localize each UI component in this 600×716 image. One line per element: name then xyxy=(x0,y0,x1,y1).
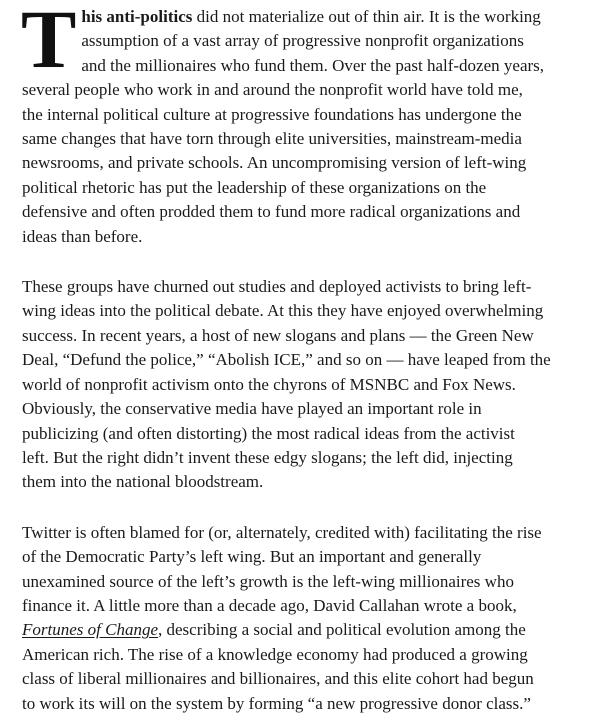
paragraph-1-line-6: same changes that have torn through elite universities, mainstream-media xyxy=(22,129,522,149)
paragraph-1-line-2: assumption of a vast array of progressive nonprofit organizations xyxy=(81,31,524,51)
lead-in-bold: his anti-politics xyxy=(81,7,193,26)
paragraph-1-line-7: newsrooms, and private schools. An uncompromising version of left-wing xyxy=(22,153,527,173)
paragraph-3-line-3: unexamined source of the left’s growth is the left-wing millionaires who xyxy=(22,571,514,591)
paragraph-3-line-6: American rich. The rise of a knowledge economy had produced a growing xyxy=(22,644,528,664)
paragraph-3 xyxy=(22,521,570,716)
article-body xyxy=(21,0,570,716)
paragraph-3-line-7: class of liberal millionaires and billionaires, and this elite cohort had begun xyxy=(22,669,534,689)
paragraph-3-line-1: Twitter is often blamed for (or, alternately, credited with) facilitating the rise xyxy=(22,522,542,542)
paragraph-3-line-8: to work its will on the system by forming “a new progressive donor class.” xyxy=(22,693,531,713)
paragraph-spacer xyxy=(22,249,570,275)
paragraph-2-line-4: Deal, “Defund the police,” “Abolish ICE,” and so on — have leaped from the xyxy=(22,350,551,370)
paragraph-3-line-2: of the Democratic Party’s left wing. But an important and generally xyxy=(22,547,482,567)
paragraph-2-line-8: left. But the right didn’t invent these edgy slogans; the left did, injecting xyxy=(22,447,513,467)
paragraph-1-line-8: political rhetoric has put the leadership of these organizations on the xyxy=(22,177,487,197)
paragraph-1-line-1-text: did not materialize out of thin air. It is the working xyxy=(192,7,541,26)
paragraph-1-line-4: several people who work in and around the nonprofit world have told me, xyxy=(22,80,523,100)
paragraph-2-line-9: them into the national bloodstream. xyxy=(22,472,264,492)
paragraph-1-line-1 xyxy=(22,5,570,29)
paragraph-1-line-3: and the millionaires who fund them. Over the past half-dozen years, xyxy=(81,55,545,75)
paragraph-3-line-4: finance it. A little more than a decade ago, David Callahan wrote a book, xyxy=(22,595,517,615)
paragraph-spacer xyxy=(22,495,570,521)
paragraph-3-line-5-text: , describing a social and political evolution among the xyxy=(158,620,526,640)
drop-cap: T xyxy=(21,0,76,85)
paragraph-2-line-2: wing ideas into the political debate. At this they have enjoyed overwhelming xyxy=(22,301,544,321)
book-title-link[interactable]: Fortunes of Change xyxy=(22,620,158,640)
paragraph-1-line-10: ideas than before. xyxy=(22,226,143,246)
paragraph-2-line-1: These groups have churned out studies and deployed activists to bring left- xyxy=(22,277,532,297)
paragraph-1 xyxy=(21,0,570,249)
paragraph-3-line-5 xyxy=(22,618,570,642)
paragraph-2-line-5: world of nonprofit activism onto the chyrons of MSNBC and Fox News. xyxy=(22,374,516,394)
paragraph-1-line-9: defensive and often prodded them to fund more radical organizations and xyxy=(22,202,521,222)
paragraph-2-line-3: success. In recent years, a host of new slogans and plans — the Green New xyxy=(22,325,534,345)
paragraph-2-line-6: Obviously, the conservative media have played an important role in xyxy=(22,399,482,419)
paragraph-2-line-7: publicizing (and often distorting) the most radical ideas from the activist xyxy=(22,423,515,443)
paragraph-1-line-5: the internal political culture at progressive foundations has undergone the xyxy=(22,104,522,124)
paragraph-2 xyxy=(22,275,570,495)
